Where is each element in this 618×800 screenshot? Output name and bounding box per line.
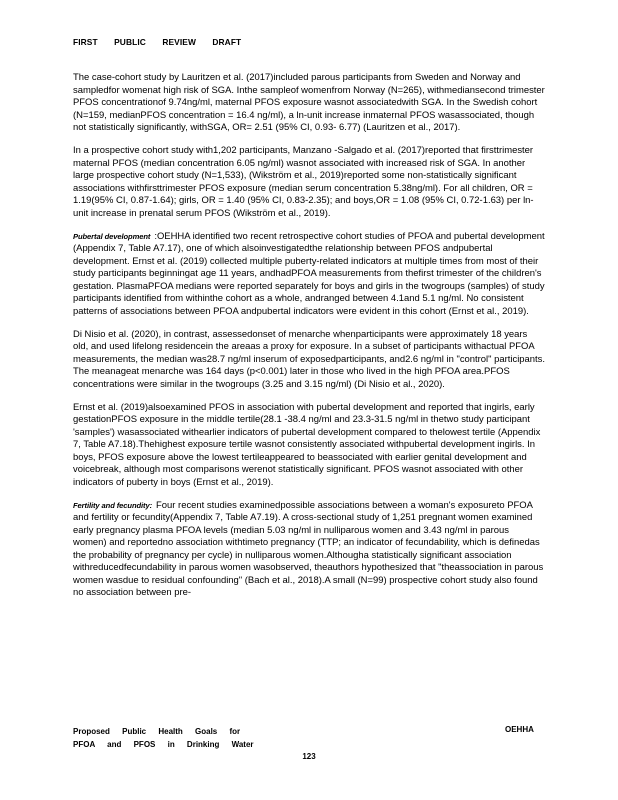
paragraph-text: In a prospective cohort study with1,202 participants, Manzano -Salgado et al. (2017)reported that firsttrimester maternal PFOS (median concentration 6.05 ng/ml) wasnot associated with increased risk of SGA. In another large prospective cohort study (N=1,533), (Wikström et al., 2019)reported some non-statistically significant associations withfirsttrimester PFOS exposure (median serum concentration 5.38ng/ml). For all children, OR = 1.19(95% CI, 0.87-1.64); girls, OR = 1.40 (95% CI, 0.83-2.35); and boys,OR = 1.08 (95% CI, 0.72-1.63) per ln-unit increase in prenatal serum PFOS (Wikström et al., 2019).	[73, 145, 534, 219]
paragraph-fertility	[73, 500, 545, 600]
footer-agency: OEHHA	[505, 725, 534, 734]
paragraph-text: :OEHHA identified two recent retrospective cohort studies of PFOA and pubertal development (Appendix 7, Table A7.17), one of which alsoinvestigatedthe relationship between PFOS andpubertal development. Ernst et al. (2019) collected multiple puberty-related indicators at multiple times from most of their study participants beginningat age 11 years, andhadPFOA measurements from thefirst trimester of the children's gestation. PlasmaPFOA medians were reported separately for boys and girls in the twogroups (samples) of study participants identified from withinthe cohort as a whole, andranged between 4.1and 5.1 ng/ml. No consistent patterns of associations between PFOA andpubertal indicators were evident in this cohort (Ernst et al., 2019).	[73, 230, 545, 317]
footer-document-title	[73, 725, 258, 751]
paragraph-text: Four recent studies examinedpossible associations between a woman's exposureto PFOA and fertility or fecundity(Appendix 7, Table A7.19). A cross-sectional study of 1,251 pregnant women examined early pregnancy plasma PFOA levels (median 5.03 ng/ml in nulliparous women and 3.43 ng/ml in parous women) and reportedno association withtimeto pregnancy (TTP; an indicator of fecundability, which is definedas the probability of pregnancy per cycle) in nulliparous women.Althougha statistically significant association withreducedfecundability in parous women wasobserved, theauthors hypothesized that "theassociation in parous women wasdue to residual confounding" (Bach et al., 2018).A small (N=99) prospective cohort study also found no association between pre-	[73, 499, 544, 598]
run-in-heading-pubertal: Pubertal development	[73, 231, 151, 241]
paragraph-text: The case-cohort study by Lauritzen et al. (2017)included parous participants from Sweden and Norway and sampledfor womenat high risk of SGA. Inthe sampleof womenfrom Norway (N=265), withmediansecond trimester PFOS concentrationof 9.74ng/ml, maternal PFOS exposure wasnot associatedwith SGA. In the Swedish cohort (N=159, medianPFOS concentration = 16.4 ng/ml), a ln-unit increase inmaternal PFOS wasassociated, though not statistically significantly, withSGA, OR= 2.51 (95% CI, 0.93- 6.77) (Lauritzen et al., 2017).	[73, 72, 545, 133]
paragraph-text: Ernst et al. (2019)alsoexamined PFOS in association with pubertal development and reported that ingirls, early gestationPFOS exposure in the middle tertile(28.1 -38.4 ng/ml and 23.3-31.5 ng/ml in thetwo study participant 'samples') wasassociated withearlier indicators of pubertal development compared to thelowest tertile (Appendix 7, Table A7.18).Thehighest exposure tertile wasnot consistently associated withpubertal development ingirls. In boys, PFOS exposure above the lowest tertileappeared to beassociated with earlier genital development and voicebreak, although most comparisons werenot statistically significant. PFOS wasnot associated with other indicators of puberty in boys (Ernst et al., 2019).	[73, 401, 541, 488]
footer-title-line: PFOA and PFOS in Drinking Water	[73, 740, 254, 749]
header-draft-label: FIRST PUBLIC REVIEW DRAFT	[73, 37, 242, 47]
paragraph-ernst-pfos	[73, 402, 545, 490]
footer-title-line: Proposed Public Health Goals for	[73, 727, 241, 736]
paragraph-lauritzen	[73, 72, 545, 135]
paragraph-di-nisio	[73, 329, 545, 392]
body-text	[73, 72, 545, 610]
page-number: 123	[302, 752, 316, 761]
paragraph-manzano-salgado	[73, 145, 545, 220]
paragraph-text: Di Nisio et al. (2020), in contrast, assessedonset of menarche whenparticipants were approximately 18 years old, and used lifelong residencein the areaas a proxy for exposure. In a subset of participants withactual PFOA measurements, the median was28.7 ng/ml inserum of exposedparticipants, and2.6 ng/ml in "control" participants. The meanageat menarche was 164 days (p<0.001) later in those who lived in the high PFOA area.PFOS concentrations were similar in the twogroups (3.25 and 3.15 ng/ml) (Di Nisio et al., 2020).	[73, 328, 546, 390]
paragraph-pubertal-development	[73, 231, 545, 319]
run-in-heading-fertility: Fertility and fecundity:	[73, 500, 153, 510]
